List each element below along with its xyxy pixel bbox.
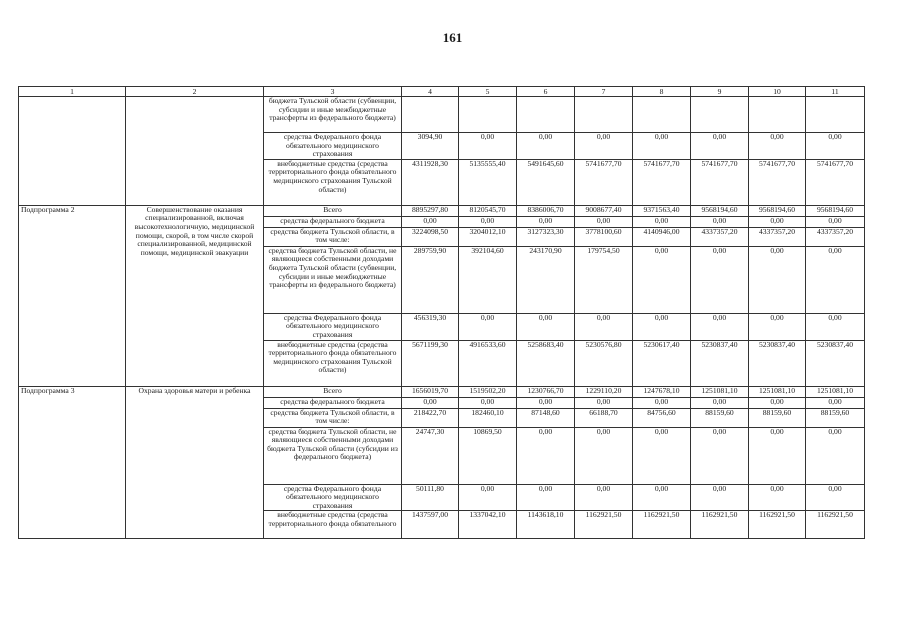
value-cell: 0,00 [575, 216, 633, 227]
value-cell: 0,00 [459, 484, 517, 511]
value-cell [517, 97, 575, 133]
value-cell: 182460,10 [459, 408, 517, 427]
value-cell: 0,00 [575, 484, 633, 511]
value-cell: 9371563,40 [633, 205, 691, 216]
value-cell [806, 97, 865, 133]
value-cell: 50111,80 [402, 484, 459, 511]
value-cell: 9008677,40 [575, 205, 633, 216]
value-cell: 0,00 [402, 397, 459, 408]
funding-source-cell: внебюджетные средства (средства территориального фонда обязательного [264, 511, 402, 539]
table-row [19, 205, 865, 216]
value-cell: 1162921,50 [691, 511, 749, 539]
value-cell: 4140946,00 [633, 227, 691, 246]
value-cell: 0,00 [459, 133, 517, 160]
value-cell: 0,00 [749, 313, 806, 340]
value-cell: 5741677,70 [806, 159, 865, 205]
value-cell: 0,00 [517, 216, 575, 227]
value-cell: 1519502,20 [459, 386, 517, 397]
funding-source-cell: средства бюджета Тульской области, не являющиеся собственными доходами бюджета Тульской области (субвенции, субсидии и иные межбюджетные трансферты из федерального бюджета) [264, 246, 402, 313]
value-cell [459, 97, 517, 133]
table-row [19, 386, 865, 397]
value-cell: 0,00 [806, 133, 865, 160]
value-cell: 1162921,50 [749, 511, 806, 539]
value-cell: 5671199,30 [402, 340, 459, 386]
value-cell: 0,00 [749, 484, 806, 511]
column-header-1: 1 [19, 87, 126, 97]
value-cell: 0,00 [691, 484, 749, 511]
value-cell: 4337357,20 [806, 227, 865, 246]
funding-source-cell: средства федерального бюджета [264, 216, 402, 227]
value-cell: 179754,50 [575, 246, 633, 313]
value-cell: 8386006,70 [517, 205, 575, 216]
value-cell: 4311928,30 [402, 159, 459, 205]
value-cell: 3127323,30 [517, 227, 575, 246]
subprogram-label: Подпрограмма 3 [19, 386, 126, 539]
subprogram-title: Совершенствование оказания специализированной, включая высокотехнологичную, медицинской помощи, скорой, в том числе скорой специализированной, медицинской помощи, медицинской эвакуации [126, 205, 264, 386]
column-header-8: 8 [633, 87, 691, 97]
value-cell: 9568194,60 [806, 205, 865, 216]
column-header-3: 3 [264, 87, 402, 97]
value-cell: 0,00 [691, 246, 749, 313]
value-cell: 1247678,10 [633, 386, 691, 397]
value-cell: 0,00 [806, 427, 865, 484]
value-cell: 0,00 [633, 427, 691, 484]
blank-cell [126, 97, 264, 206]
column-header-10: 10 [749, 87, 806, 97]
value-cell: 0,00 [749, 216, 806, 227]
column-header-5: 5 [459, 87, 517, 97]
value-cell: 0,00 [691, 313, 749, 340]
table-body [19, 97, 865, 539]
funding-source-cell: средства федерального бюджета [264, 397, 402, 408]
funding-source-cell: средства бюджета Тульской области, не являющиеся собственными доходами бюджета Тульской области (субсидии из федерального бюджета) [264, 427, 402, 484]
value-cell: 1337042,10 [459, 511, 517, 539]
value-cell: 0,00 [575, 397, 633, 408]
value-cell: 0,00 [691, 216, 749, 227]
value-cell: 88159,60 [806, 408, 865, 427]
value-cell: 0,00 [806, 246, 865, 313]
value-cell: 0,00 [633, 484, 691, 511]
page-number: 161 [442, 30, 463, 45]
value-cell: 0,00 [633, 246, 691, 313]
value-cell: 456319,30 [402, 313, 459, 340]
value-cell: 1162921,50 [633, 511, 691, 539]
value-cell: 1162921,50 [575, 511, 633, 539]
table-row [19, 97, 865, 133]
value-cell [633, 97, 691, 133]
value-cell: 3094,90 [402, 133, 459, 160]
value-cell: 0,00 [517, 313, 575, 340]
value-cell: 0,00 [806, 397, 865, 408]
value-cell: 0,00 [402, 216, 459, 227]
value-cell: 0,00 [691, 427, 749, 484]
value-cell: 0,00 [633, 216, 691, 227]
column-header-4: 4 [402, 87, 459, 97]
subprogram-title: Охрана здоровья матери и ребенка [126, 386, 264, 539]
value-cell: 1229110,20 [575, 386, 633, 397]
value-cell [402, 97, 459, 133]
value-cell: 3224098,50 [402, 227, 459, 246]
value-cell: 0,00 [575, 427, 633, 484]
value-cell: 4916533,60 [459, 340, 517, 386]
value-cell: 0,00 [517, 397, 575, 408]
value-cell: 0,00 [806, 313, 865, 340]
value-cell: 0,00 [749, 133, 806, 160]
value-cell: 66188,70 [575, 408, 633, 427]
value-cell: 0,00 [517, 427, 575, 484]
value-cell: 10869,50 [459, 427, 517, 484]
funding-source-cell: средства Федерального фонда обязательного медицинского страхования [264, 133, 402, 160]
column-header-7: 7 [575, 87, 633, 97]
value-cell: 5230837,40 [691, 340, 749, 386]
value-cell: 24747,30 [402, 427, 459, 484]
value-cell: 289759,90 [402, 246, 459, 313]
value-cell: 0,00 [517, 133, 575, 160]
value-cell: 0,00 [633, 133, 691, 160]
value-cell: 0,00 [575, 313, 633, 340]
value-cell: 1143618,10 [517, 511, 575, 539]
value-cell: 8120545,70 [459, 205, 517, 216]
value-cell: 4337357,20 [691, 227, 749, 246]
value-cell: 5230576,80 [575, 340, 633, 386]
funding-source-cell: средства бюджета Тульской области, в том числе: [264, 408, 402, 427]
value-cell: 9568194,60 [749, 205, 806, 216]
value-cell: 1230766,70 [517, 386, 575, 397]
funding-source-cell: внебюджетные средства (средства территориального фонда обязательного медицинского страхования Тульской области) [264, 340, 402, 386]
value-cell: 0,00 [749, 246, 806, 313]
value-cell: 5741677,70 [575, 159, 633, 205]
value-cell: 5230837,40 [749, 340, 806, 386]
value-cell: 87148,60 [517, 408, 575, 427]
value-cell: 5230837,40 [806, 340, 865, 386]
value-cell: 1251081,10 [691, 386, 749, 397]
value-cell: 5135555,40 [459, 159, 517, 205]
funding-source-cell: средства Федерального фонда обязательного медицинского страхования [264, 313, 402, 340]
value-cell: 0,00 [806, 216, 865, 227]
budget-table [18, 86, 865, 539]
value-cell: 0,00 [749, 427, 806, 484]
value-cell: 0,00 [749, 397, 806, 408]
value-cell: 84756,60 [633, 408, 691, 427]
subprogram-label: Подпрограмма 2 [19, 205, 126, 386]
value-cell: 5741677,70 [691, 159, 749, 205]
funding-source-cell: Всего [264, 386, 402, 397]
value-cell: 0,00 [517, 484, 575, 511]
value-cell: 392104,60 [459, 246, 517, 313]
funding-source-cell: бюджета Тульской области (субвенции, субсидии и иные межбюджетные трансферты из федерального бюджета) [264, 97, 402, 133]
value-cell [749, 97, 806, 133]
value-cell: 1656019,70 [402, 386, 459, 397]
value-cell: 218422,70 [402, 408, 459, 427]
column-header-9: 9 [691, 87, 749, 97]
value-cell: 0,00 [459, 313, 517, 340]
value-cell [575, 97, 633, 133]
value-cell: 1251081,10 [806, 386, 865, 397]
value-cell: 0,00 [691, 397, 749, 408]
column-header-2: 2 [126, 87, 264, 97]
value-cell: 4337357,20 [749, 227, 806, 246]
value-cell: 5741677,70 [749, 159, 806, 205]
funding-source-cell: Всего [264, 205, 402, 216]
funding-source-cell: внебюджетные средства (средства территориального фонда обязательного медицинского страхования Тульской области) [264, 159, 402, 205]
value-cell: 3204012,10 [459, 227, 517, 246]
value-cell: 88159,60 [749, 408, 806, 427]
value-cell: 5491645,60 [517, 159, 575, 205]
value-cell: 1251081,10 [749, 386, 806, 397]
value-cell [691, 97, 749, 133]
value-cell: 0,00 [459, 216, 517, 227]
funding-source-cell: средства бюджета Тульской области, в том числе: [264, 227, 402, 246]
value-cell: 0,00 [575, 133, 633, 160]
column-header-6: 6 [517, 87, 575, 97]
value-cell: 1162921,50 [806, 511, 865, 539]
value-cell: 3778100,60 [575, 227, 633, 246]
column-header-11: 11 [806, 87, 865, 97]
value-cell: 0,00 [633, 313, 691, 340]
value-cell: 1437597,00 [402, 511, 459, 539]
value-cell: 5741677,70 [633, 159, 691, 205]
value-cell: 243170,90 [517, 246, 575, 313]
value-cell: 0,00 [806, 484, 865, 511]
funding-source-cell: средства Федерального фонда обязательного медицинского страхования [264, 484, 402, 511]
value-cell: 9568194,60 [691, 205, 749, 216]
blank-cell [19, 97, 126, 206]
value-cell: 0,00 [691, 133, 749, 160]
value-cell: 5258683,40 [517, 340, 575, 386]
value-cell: 5230617,40 [633, 340, 691, 386]
value-cell: 0,00 [459, 397, 517, 408]
column-header-row [19, 87, 865, 97]
value-cell: 0,00 [633, 397, 691, 408]
value-cell: 88159,60 [691, 408, 749, 427]
value-cell: 8895297,80 [402, 205, 459, 216]
